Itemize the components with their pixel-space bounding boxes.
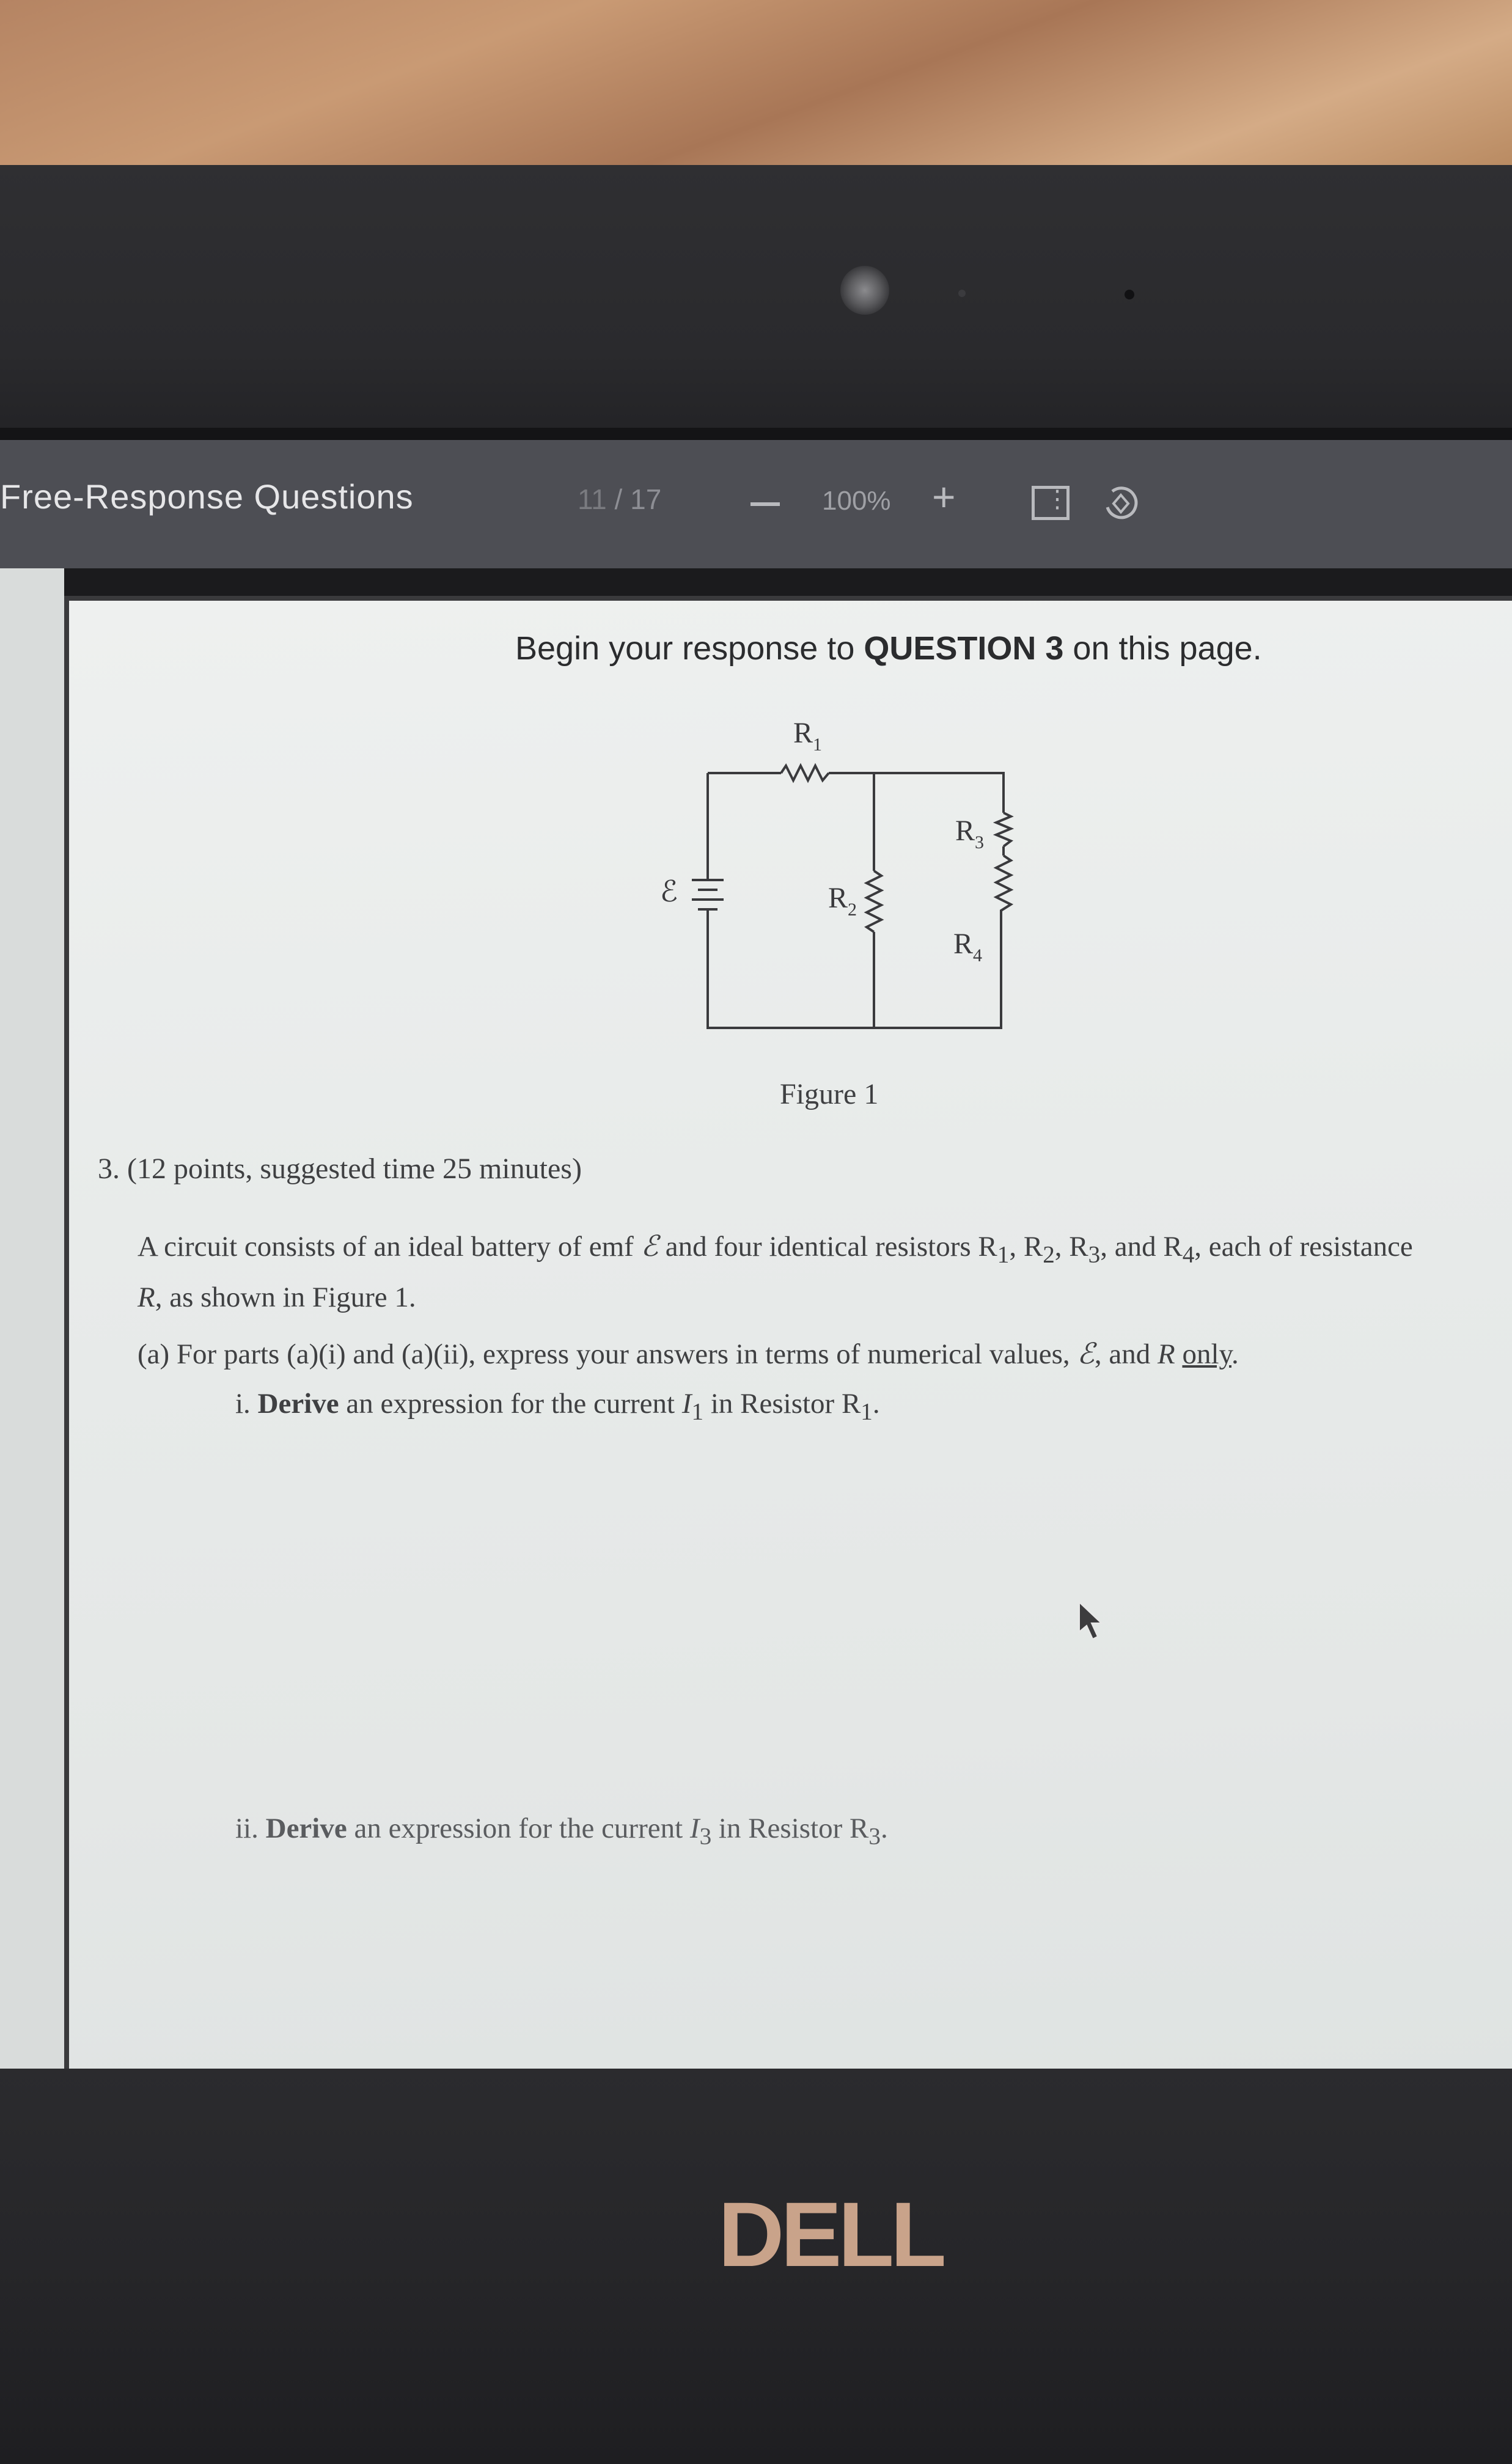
question-number: 3. xyxy=(98,1153,120,1185)
resistor-r4 xyxy=(996,856,1011,959)
circuit-diagram xyxy=(648,709,1027,1051)
r1-sub: 1 xyxy=(813,735,822,755)
total-pages: 17 xyxy=(630,483,662,515)
heading-text: Begin your response to xyxy=(515,630,864,667)
r3-sub: 3 xyxy=(975,832,984,853)
question-points: (12 points, suggested time 25 minutes) xyxy=(127,1153,582,1185)
zoom-level[interactable]: 100% xyxy=(822,486,891,516)
heading-question: QUESTION 3 xyxy=(864,630,1064,667)
r4-sub: 4 xyxy=(973,945,982,966)
current-page[interactable]: 11 xyxy=(578,483,607,515)
r2-label: R xyxy=(828,882,848,914)
r1-label: R xyxy=(793,717,813,749)
question-intro: A circuit consists of an ideal battery of emf ℰ and four identical resistors $R_1$, $R_2$, $R_3$, and $R_4$, each of resistance R, as shown in Figure 1. xyxy=(138,1231,1413,1314)
sensor-dot xyxy=(958,290,966,297)
laptop-bezel-top xyxy=(0,165,1512,434)
resistor-r1 xyxy=(781,766,829,780)
dell-logo: DELL xyxy=(718,2183,943,2286)
page-separator: / xyxy=(614,483,623,515)
resistor-r2 xyxy=(867,871,881,932)
r4-label: R xyxy=(953,928,974,960)
mouse-cursor-icon xyxy=(1077,1601,1104,1641)
wire-top-right xyxy=(829,773,1004,813)
background-photo xyxy=(0,0,1512,177)
webcam xyxy=(840,266,889,315)
emf-label: ℰ xyxy=(660,876,678,908)
question-header xyxy=(98,1152,582,1186)
rotate-icon[interactable] xyxy=(1100,483,1142,524)
part-a-i-prompt: i. Derive an expression for the current $I_1$ in Resistor $R_1$. xyxy=(235,1388,880,1425)
zoom-in-button[interactable]: + xyxy=(932,474,956,519)
heading-text-end: on this page. xyxy=(1063,630,1262,667)
figure-caption: Figure 1 xyxy=(780,1078,879,1110)
part-a-instructions: (a) For parts (a)(i) and (a)(ii), express your answers in terms of numerical values, ℰ, and R only. xyxy=(138,1338,1239,1370)
resistor-r3 xyxy=(996,813,1011,846)
viewer-margin xyxy=(0,568,64,2075)
zoom-out-button[interactable] xyxy=(750,502,780,506)
part-a-ii-prompt: ii. Derive an expression for the current $I_3$ in Resistor $R_3$. xyxy=(235,1813,888,1850)
r2-sub: 2 xyxy=(848,900,857,920)
page-heading xyxy=(515,629,1262,667)
fit-page-icon[interactable] xyxy=(1032,486,1070,520)
camera-indicator xyxy=(1125,290,1134,299)
document-title: Free-Response Questions xyxy=(0,477,414,516)
page-indicator[interactable] xyxy=(578,483,661,516)
r3-label: R xyxy=(955,815,975,847)
